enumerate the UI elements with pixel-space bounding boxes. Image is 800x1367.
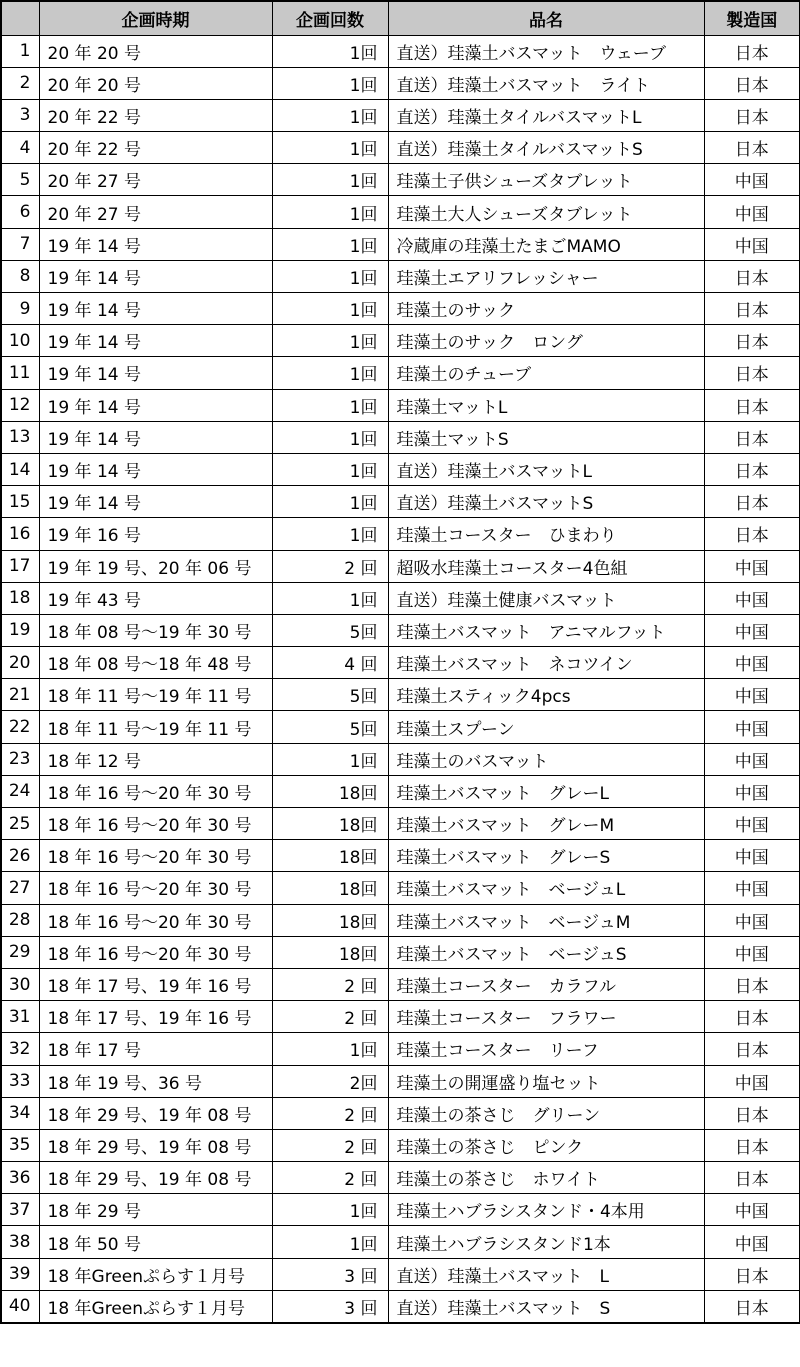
row-product-name: 珪藻土のチューブ xyxy=(388,357,704,389)
row-count: 18回 xyxy=(272,872,388,904)
row-product-name: 珪藻土コースター リーフ xyxy=(388,1033,704,1065)
row-product-name: 珪藻土のバスマット xyxy=(388,743,704,775)
row-product-name: 珪藻土ハブラシスタンド・4本用 xyxy=(388,1194,704,1226)
row-period: 19 年 14 号 xyxy=(39,486,272,518)
row-index: 9 xyxy=(1,293,39,325)
row-country: 中国 xyxy=(704,711,800,743)
row-count: 1回 xyxy=(272,132,388,164)
row-index: 15 xyxy=(1,486,39,518)
row-index: 14 xyxy=(1,453,39,485)
row-period: 18 年 16 号～20 年 30 号 xyxy=(39,936,272,968)
table-row xyxy=(1,260,800,292)
row-count: 1回 xyxy=(272,743,388,775)
row-index: 34 xyxy=(1,1097,39,1129)
row-period: 18 年 16 号～20 年 30 号 xyxy=(39,808,272,840)
table-row xyxy=(1,357,800,389)
row-product-name: 珪藻土バスマット ネコツイン xyxy=(388,647,704,679)
row-period: 18 年Greenぷらす１月号 xyxy=(39,1290,272,1322)
row-product-name: 珪藻土の茶さじ ピンク xyxy=(388,1129,704,1161)
row-index: 21 xyxy=(1,679,39,711)
table-row xyxy=(1,743,800,775)
row-product-name: 珪藻土バスマット アニマルフット xyxy=(388,614,704,646)
row-count: 1回 xyxy=(272,1033,388,1065)
table-row xyxy=(1,1162,800,1194)
row-index: 20 xyxy=(1,647,39,679)
row-count: 5回 xyxy=(272,711,388,743)
row-count: 1回 xyxy=(272,99,388,131)
row-product-name: 超吸水珪藻土コースター4色組 xyxy=(388,550,704,582)
table-row xyxy=(1,325,800,357)
row-product-name: 直送）珪藻土バスマット S xyxy=(388,1290,704,1322)
row-period: 18 年 29 号、19 年 08 号 xyxy=(39,1162,272,1194)
row-period: 18 年 17 号、19 年 16 号 xyxy=(39,968,272,1000)
row-country: 日本 xyxy=(704,968,800,1000)
row-period: 18 年 29 号、19 年 08 号 xyxy=(39,1097,272,1129)
row-product-name: 直送）珪藻土タイルバスマットL xyxy=(388,99,704,131)
row-index: 32 xyxy=(1,1033,39,1065)
row-country: 中国 xyxy=(704,614,800,646)
table-row xyxy=(1,711,800,743)
row-country: 日本 xyxy=(704,325,800,357)
row-product-name: 直送）珪藻土バスマットL xyxy=(388,453,704,485)
table-row xyxy=(1,453,800,485)
row-country: 中国 xyxy=(704,1194,800,1226)
row-period: 20 年 22 号 xyxy=(39,132,272,164)
row-period: 18 年 11 号～19 年 11 号 xyxy=(39,679,272,711)
row-period: 20 年 27 号 xyxy=(39,196,272,228)
table-row xyxy=(1,486,800,518)
row-count: 1回 xyxy=(272,389,388,421)
row-country: 日本 xyxy=(704,99,800,131)
row-product-name: 珪藻土の開運盛り塩セット xyxy=(388,1065,704,1097)
row-period: 19 年 14 号 xyxy=(39,453,272,485)
row-product-name: 珪藻土大人シューズタブレット xyxy=(388,196,704,228)
table-header xyxy=(1,1,800,35)
row-product-name: 珪藻土マットL xyxy=(388,389,704,421)
row-country: 中国 xyxy=(704,196,800,228)
row-index: 27 xyxy=(1,872,39,904)
table-row xyxy=(1,550,800,582)
row-country: 日本 xyxy=(704,486,800,518)
row-country: 日本 xyxy=(704,1129,800,1161)
row-count: 18回 xyxy=(272,775,388,807)
row-product-name: 珪藻土バスマット ベージュL xyxy=(388,872,704,904)
row-index: 10 xyxy=(1,325,39,357)
row-count: 2 回 xyxy=(272,1162,388,1194)
row-count: 1回 xyxy=(272,1194,388,1226)
table-row xyxy=(1,1065,800,1097)
row-index: 5 xyxy=(1,164,39,196)
table-body xyxy=(1,35,800,1323)
table-row xyxy=(1,67,800,99)
row-index: 3 xyxy=(1,99,39,131)
row-country: 日本 xyxy=(704,1001,800,1033)
row-index: 7 xyxy=(1,228,39,260)
row-period: 19 年 14 号 xyxy=(39,389,272,421)
table-row xyxy=(1,421,800,453)
row-period: 19 年 14 号 xyxy=(39,421,272,453)
row-count: 1回 xyxy=(272,421,388,453)
row-product-name: 珪藻土のサック ロング xyxy=(388,325,704,357)
row-country: 中国 xyxy=(704,550,800,582)
row-country: 中国 xyxy=(704,228,800,260)
table-row xyxy=(1,1290,800,1322)
row-count: 2 回 xyxy=(272,968,388,1000)
row-product-name: 珪藻土の茶さじ グリーン xyxy=(388,1097,704,1129)
row-country: 中国 xyxy=(704,904,800,936)
row-count: 1回 xyxy=(272,486,388,518)
row-index: 24 xyxy=(1,775,39,807)
row-index: 19 xyxy=(1,614,39,646)
row-index: 36 xyxy=(1,1162,39,1194)
row-index: 33 xyxy=(1,1065,39,1097)
table-row xyxy=(1,1033,800,1065)
row-period: 18 年 08 号～19 年 30 号 xyxy=(39,614,272,646)
table-row xyxy=(1,518,800,550)
row-count: 1回 xyxy=(272,582,388,614)
header-index xyxy=(1,1,39,35)
row-period: 18 年 16 号～20 年 30 号 xyxy=(39,904,272,936)
row-count: 4 回 xyxy=(272,647,388,679)
row-period: 18 年 29 号、19 年 08 号 xyxy=(39,1129,272,1161)
row-count: 1回 xyxy=(272,518,388,550)
row-period: 20 年 20 号 xyxy=(39,67,272,99)
row-country: 日本 xyxy=(704,389,800,421)
table-row xyxy=(1,99,800,131)
row-count: 1回 xyxy=(272,325,388,357)
row-index: 38 xyxy=(1,1226,39,1258)
row-country: 中国 xyxy=(704,775,800,807)
row-index: 31 xyxy=(1,1001,39,1033)
row-period: 18 年 17 号、19 年 16 号 xyxy=(39,1001,272,1033)
row-country: 中国 xyxy=(704,872,800,904)
row-product-name: 珪藻土バスマット グレーS xyxy=(388,840,704,872)
row-index: 6 xyxy=(1,196,39,228)
table-row xyxy=(1,1258,800,1290)
row-count: 1回 xyxy=(272,357,388,389)
row-count: 3 回 xyxy=(272,1258,388,1290)
table-row xyxy=(1,35,800,67)
row-country: 日本 xyxy=(704,453,800,485)
header-country: 製造国 xyxy=(704,1,800,35)
row-index: 30 xyxy=(1,968,39,1000)
row-count: 18回 xyxy=(272,840,388,872)
table-row xyxy=(1,872,800,904)
row-count: 2回 xyxy=(272,1065,388,1097)
table-row xyxy=(1,389,800,421)
row-count: 1回 xyxy=(272,164,388,196)
table-row xyxy=(1,647,800,679)
table-row xyxy=(1,1226,800,1258)
row-period: 20 年 20 号 xyxy=(39,35,272,67)
row-period: 20 年 22 号 xyxy=(39,99,272,131)
row-country: 日本 xyxy=(704,421,800,453)
row-product-name: 直送）珪藻土バスマット ウェーブ xyxy=(388,35,704,67)
row-country: 日本 xyxy=(704,293,800,325)
row-period: 19 年 14 号 xyxy=(39,357,272,389)
table-row xyxy=(1,228,800,260)
row-count: 2 回 xyxy=(272,1001,388,1033)
header-row xyxy=(1,1,800,35)
row-count: 1回 xyxy=(272,1226,388,1258)
row-product-name: 冷蔵庫の珪藻土たまごMAMO xyxy=(388,228,704,260)
row-country: 中国 xyxy=(704,1065,800,1097)
row-index: 39 xyxy=(1,1258,39,1290)
table-row xyxy=(1,614,800,646)
row-product-name: 直送）珪藻土健康バスマット xyxy=(388,582,704,614)
row-product-name: 珪藻土コースター カラフル xyxy=(388,968,704,1000)
row-index: 16 xyxy=(1,518,39,550)
row-country: 中国 xyxy=(704,679,800,711)
row-country: 中国 xyxy=(704,840,800,872)
row-country: 中国 xyxy=(704,647,800,679)
row-period: 20 年 27 号 xyxy=(39,164,272,196)
row-product-name: 直送）珪藻土タイルバスマットS xyxy=(388,132,704,164)
row-country: 日本 xyxy=(704,357,800,389)
row-country: 日本 xyxy=(704,1290,800,1322)
row-product-name: 珪藻土コースター フラワー xyxy=(388,1001,704,1033)
row-period: 18 年 29 号 xyxy=(39,1194,272,1226)
row-country: 日本 xyxy=(704,260,800,292)
row-index: 18 xyxy=(1,582,39,614)
row-count: 3 回 xyxy=(272,1290,388,1322)
row-product-name: 直送）珪藻土バスマット L xyxy=(388,1258,704,1290)
row-period: 18 年 08 号～18 年 48 号 xyxy=(39,647,272,679)
row-index: 17 xyxy=(1,550,39,582)
row-period: 18 年 11 号～19 年 11 号 xyxy=(39,711,272,743)
row-index: 28 xyxy=(1,904,39,936)
row-index: 12 xyxy=(1,389,39,421)
row-index: 2 xyxy=(1,67,39,99)
row-product-name: 直送）珪藻土バスマットS xyxy=(388,486,704,518)
row-index: 29 xyxy=(1,936,39,968)
row-country: 日本 xyxy=(704,67,800,99)
row-country: 日本 xyxy=(704,1162,800,1194)
row-index: 13 xyxy=(1,421,39,453)
row-count: 2 回 xyxy=(272,1097,388,1129)
row-country: 中国 xyxy=(704,808,800,840)
row-count: 1回 xyxy=(272,260,388,292)
row-index: 40 xyxy=(1,1290,39,1322)
row-index: 11 xyxy=(1,357,39,389)
row-country: 日本 xyxy=(704,1033,800,1065)
row-country: 中国 xyxy=(704,164,800,196)
table-row xyxy=(1,904,800,936)
row-product-name: 珪藻土のサック xyxy=(388,293,704,325)
row-country: 中国 xyxy=(704,743,800,775)
row-index: 35 xyxy=(1,1129,39,1161)
row-period: 18 年 50 号 xyxy=(39,1226,272,1258)
row-product-name: 珪藻土バスマット グレーM xyxy=(388,808,704,840)
row-product-name: 珪藻土バスマット ベージュS xyxy=(388,936,704,968)
row-period: 18 年 16 号～20 年 30 号 xyxy=(39,840,272,872)
table-row xyxy=(1,1001,800,1033)
row-index: 22 xyxy=(1,711,39,743)
row-country: 日本 xyxy=(704,1097,800,1129)
table-row xyxy=(1,1129,800,1161)
row-index: 1 xyxy=(1,35,39,67)
table-row xyxy=(1,132,800,164)
row-index: 8 xyxy=(1,260,39,292)
row-count: 1回 xyxy=(272,35,388,67)
table-row xyxy=(1,1194,800,1226)
table-row xyxy=(1,582,800,614)
row-count: 1回 xyxy=(272,293,388,325)
row-product-name: 珪藻土スティック4pcs xyxy=(388,679,704,711)
table-row xyxy=(1,293,800,325)
row-period: 18 年 16 号～20 年 30 号 xyxy=(39,775,272,807)
table-row xyxy=(1,808,800,840)
row-period: 18 年 17 号 xyxy=(39,1033,272,1065)
table-row xyxy=(1,1097,800,1129)
header-count: 企画回数 xyxy=(272,1,388,35)
row-country: 日本 xyxy=(704,518,800,550)
row-period: 18 年 19 号、36 号 xyxy=(39,1065,272,1097)
row-count: 1回 xyxy=(272,453,388,485)
row-country: 中国 xyxy=(704,1226,800,1258)
row-count: 1回 xyxy=(272,228,388,260)
row-country: 日本 xyxy=(704,1258,800,1290)
row-period: 18 年Greenぷらす１月号 xyxy=(39,1258,272,1290)
row-period: 19 年 14 号 xyxy=(39,228,272,260)
row-period: 18 年 16 号～20 年 30 号 xyxy=(39,872,272,904)
row-country: 中国 xyxy=(704,582,800,614)
row-count: 18回 xyxy=(272,936,388,968)
row-product-name: 珪藻土エアリフレッシャー xyxy=(388,260,704,292)
row-period: 19 年 14 号 xyxy=(39,260,272,292)
row-period: 19 年 14 号 xyxy=(39,293,272,325)
table-row xyxy=(1,775,800,807)
row-count: 5回 xyxy=(272,679,388,711)
table-row xyxy=(1,968,800,1000)
header-period: 企画時期 xyxy=(39,1,272,35)
row-period: 18 年 12 号 xyxy=(39,743,272,775)
row-count: 5回 xyxy=(272,614,388,646)
row-count: 2 回 xyxy=(272,550,388,582)
row-product-name: 珪藻土の茶さじ ホワイト xyxy=(388,1162,704,1194)
row-index: 37 xyxy=(1,1194,39,1226)
row-index: 25 xyxy=(1,808,39,840)
row-count: 1回 xyxy=(272,67,388,99)
row-product-name: 珪藻土ハブラシスタンド1本 xyxy=(388,1226,704,1258)
table-row xyxy=(1,840,800,872)
row-period: 19 年 43 号 xyxy=(39,582,272,614)
row-count: 1回 xyxy=(272,196,388,228)
row-product-name: 珪藻土コースター ひまわり xyxy=(388,518,704,550)
row-index: 23 xyxy=(1,743,39,775)
row-product-name: 珪藻土子供シューズタブレット xyxy=(388,164,704,196)
row-country: 中国 xyxy=(704,936,800,968)
row-period: 19 年 16 号 xyxy=(39,518,272,550)
row-product-name: 珪藻土マットS xyxy=(388,421,704,453)
row-count: 2 回 xyxy=(272,1129,388,1161)
row-period: 19 年 19 号、20 年 06 号 xyxy=(39,550,272,582)
table-row xyxy=(1,164,800,196)
row-country: 日本 xyxy=(704,132,800,164)
row-index: 4 xyxy=(1,132,39,164)
row-product-name: 珪藻土バスマット ベージュM xyxy=(388,904,704,936)
row-product-name: 直送）珪藻土バスマット ライト xyxy=(388,67,704,99)
header-product-name: 品名 xyxy=(388,1,704,35)
row-period: 19 年 14 号 xyxy=(39,325,272,357)
row-product-name: 珪藻土スプーン xyxy=(388,711,704,743)
table-row xyxy=(1,936,800,968)
row-product-name: 珪藻土バスマット グレーL xyxy=(388,775,704,807)
table-row xyxy=(1,679,800,711)
row-index: 26 xyxy=(1,840,39,872)
table-row xyxy=(1,196,800,228)
row-country: 日本 xyxy=(704,35,800,67)
row-count: 18回 xyxy=(272,808,388,840)
row-count: 18回 xyxy=(272,904,388,936)
